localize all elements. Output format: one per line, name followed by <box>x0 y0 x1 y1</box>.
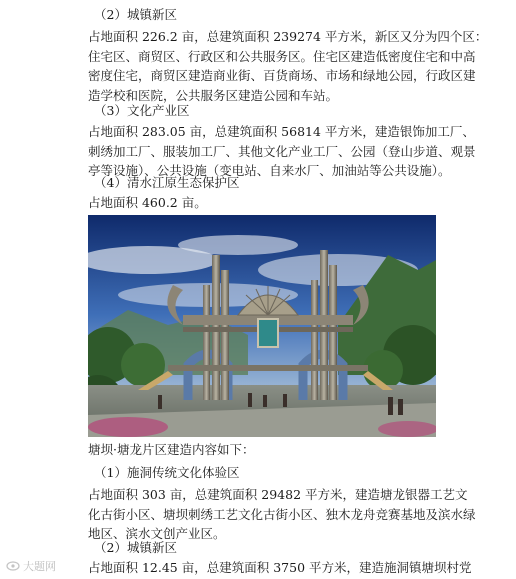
text-line: 占地面积 12.45 亩，总建筑面积 3750 平方米，建造施洞镇塘坝村党 <box>88 560 472 575</box>
text-line: 化古街小区、塘坝刺绣工艺文化古街小区、独木龙舟竞赛基地及滨水绿 <box>88 506 476 522</box>
section-heading-urban-new-district-2: （2）城镇新区 <box>94 540 177 555</box>
section-body-traditional-culture <box>88 485 476 544</box>
intro-line-tangba-tanglong: 塘坝·塘龙片区建造内容如下： <box>88 442 255 457</box>
section-heading-traditional-culture: （1）施洞传统文化体验区 <box>94 465 240 480</box>
text-line: 住宅区、商贸区、行政区和公共服务区。住宅区建造低密度住宅和中高 <box>88 48 476 64</box>
watermark-text: 大题网 <box>23 560 56 573</box>
text-line: 占地面积 303 亩，总建筑面积 29482 平方米，建造塘龙银器工艺文 <box>88 487 468 502</box>
gateway-rendering-image <box>88 215 436 437</box>
text-line: 占地面积 283.05 亩，总建筑面积 56814 平方米，建造银饰加工厂、 <box>88 124 475 139</box>
text-line: 亭等设施）、公共设施（变电站、自来水厂、加油站等公共设施）。 <box>88 163 451 178</box>
section-body-cultural-industry <box>88 122 476 181</box>
watermark <box>6 558 56 574</box>
section-body-urban-new-district <box>88 27 488 105</box>
section-body-ecological-reserve <box>88 193 460 213</box>
text-line: 密度住宅，商贸区建造商业街、百货商场、市场和绿地公园，行政区建 <box>88 68 476 83</box>
eye-icon <box>6 561 20 571</box>
section-heading-cultural-industry: （3）文化产业区 <box>94 103 190 118</box>
text-line: 占地面积 460.2 亩。 <box>88 195 207 210</box>
section-heading-urban-new-district: （2）城镇新区 <box>94 7 177 22</box>
text-line: 地区、滨水文创产业区。 <box>88 526 226 541</box>
section-heading-ecological-reserve: （4）清水江原生态保护区 <box>94 175 240 190</box>
section-body-urban-new-district-2 <box>88 558 472 578</box>
text-line: 刺绣加工厂、服装加工厂、其他文化产业工厂、公园（登山步道、观景 <box>88 143 476 159</box>
text-line: 占地面积 226.2 亩，总建筑面积 239274 平方米，新区又分为四个区： <box>88 29 488 44</box>
text-line: 造学校和医院，公共服务区建造公园和车站。 <box>88 87 339 103</box>
